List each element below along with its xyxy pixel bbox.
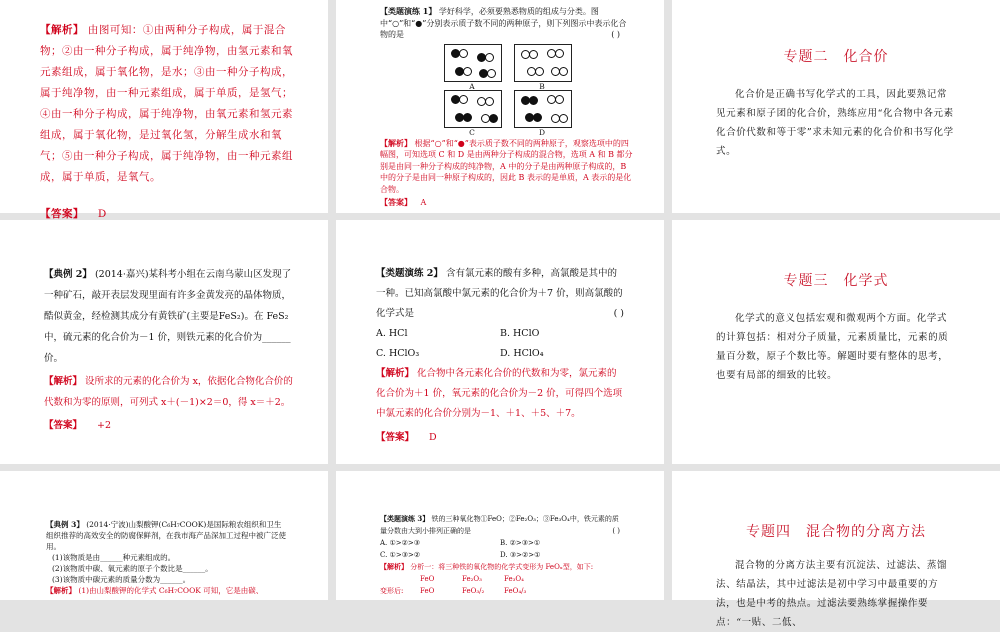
section-title: 专题三 化学式 — [783, 273, 889, 289]
analysis-label: 【解析】 — [44, 376, 83, 387]
analysis-text: 由图可知：①由两种分子构成，属于混合物；②由一种分子构成，属于纯净物，由氢元素和氧元素组成，属于氧化物，是水；③由一种分子构成，属于纯净物，由一种元素组成，属于单质，是氢气；④由一种分子构成，属于纯净物，由氧元素和氢元素组成，属于氧化物，是过氧化氢，分解生成水和氧气；⑤由一种分子构成，属于纯净物，由一种元素组成，属于单质，是氧气。 — [40, 24, 293, 183]
molecule-figures — [444, 44, 634, 136]
figure-d — [514, 90, 572, 128]
answer-value: +2 — [97, 420, 112, 431]
formula: FeS₂ — [218, 311, 241, 322]
options — [376, 324, 624, 364]
option-b[interactable]: B. HClO — [500, 328, 540, 339]
figure-c — [444, 90, 502, 128]
formula-fe2o3-transformed: FeO₃/₂ — [462, 587, 485, 595]
section-body: 化学式的意义包括宏观和微观两个方面。化学式的计算包括：相对分子质量，元素质量比，元素的质量百分数，原子个数比等。解题时要有整体的思考，也要有局部的细致的比较。 — [716, 313, 949, 381]
section-body: 化合价是正确书写化学式的工具，因此要熟记常见元素和原子团的化合价，熟练应用“化合物中各元素化合价代数和等于零”求未知元素的化合价和书写化学式。 — [716, 89, 954, 157]
answer-label: 【答案】 — [380, 197, 412, 207]
formula-fe2o3: Fe₂O₃ — [462, 575, 482, 583]
formula-feo: FeO — [420, 575, 435, 583]
slide-6[interactable] — [672, 220, 1000, 464]
formula-row-1 — [380, 573, 620, 585]
figure-d-label: D — [538, 127, 545, 137]
exercise-label: 【类题演练 1】 — [380, 6, 437, 16]
answer-value: D — [97, 208, 107, 220]
slide-3[interactable] — [672, 0, 1000, 213]
question-text: 含有氯元素的酸有多种，高氯酸是其中的一种。已知高氯酸中氯元素的化合价为＋7 价，则高氯酸的化学式是 — [376, 268, 623, 319]
answer-label: 【答案】 — [40, 208, 84, 220]
transform-label: 变形后: — [380, 587, 404, 595]
answer-value: D — [429, 432, 437, 443]
option-b[interactable]: B. ②>③>① — [500, 539, 541, 547]
figure-c-label: C — [469, 127, 475, 137]
analysis-label: 【解析】 — [46, 586, 76, 595]
answer-label: 【答案】 — [376, 432, 415, 443]
option-a[interactable]: A. ①>②>③ — [380, 539, 421, 547]
question-item-3: (3)该物质中碳元素的质量分数为______。 — [52, 575, 191, 584]
analysis-label: 【解析】 — [380, 137, 412, 148]
analysis-label: 【解析】 — [376, 368, 415, 379]
formula-feo-transformed: FeO — [420, 587, 435, 595]
exercise-label: 【类题演练 2】 — [376, 268, 443, 279]
answer-value: A — [420, 198, 427, 207]
slide-4[interactable] — [0, 220, 328, 464]
section-title: 专题二 化合价 — [783, 49, 889, 65]
options — [380, 537, 620, 561]
figure-b-label: B — [539, 81, 545, 91]
analysis-text: 分析一：将三种铁的氧化物的化学式变形为 FeOₓ型，如下: — [410, 563, 594, 571]
analysis-text: (1)由山梨酸钾的化学式 C₆H₇COOK 可知，它是由碳、 — [78, 586, 264, 595]
slide-1[interactable] — [0, 0, 328, 220]
question-item-2: (2)该物质中碳、氧元素的原子个数比是______。 — [52, 564, 213, 573]
option-d[interactable]: D. ③>②>① — [500, 551, 541, 559]
formula-fe3o4-transformed: FeO₄/₃ — [504, 587, 527, 595]
analysis-label: 【解析】 — [380, 562, 408, 571]
figure-a — [444, 44, 502, 82]
analysis-text: 化合物中各元素化合价的代数和为零，氯元素的化合价为＋1 价，氧元素的化合价为－2 价，可得四个选项中氯元素的化合价分别为－1、＋1、＋5、＋7。 — [376, 368, 623, 419]
answer-label: 【答案】 — [44, 420, 83, 431]
section-body: 混合物的分离方法主要有沉淀法、过滤法、蒸馏法、结晶法，其中过滤法是初中学习中最重要的方法，也是中考的热点。过滤法要熟练掌握操作要点：“一贴、二低、 — [716, 560, 948, 628]
slide-2[interactable] — [336, 0, 664, 213]
formula-fe3o4: Fe₃O₄ — [504, 575, 524, 583]
slide-5[interactable] — [336, 220, 664, 464]
answer-paren: ( ) — [613, 308, 624, 319]
example-label: 【典例 2】 — [44, 269, 92, 280]
slide-8[interactable] — [336, 471, 664, 600]
question-text: 学好科学，必须要熟悉物质的组成与分类。图中“○”和“●”分别表示质子数不同的两种原子，则下列图示中表示化合物的是 — [380, 7, 627, 39]
analysis-text: 根据“○”和“●”表示质子数不同的两种原子，观察选项中的四幅图，可知选项 C 和 D 是由两种分子构成的混合物，选项 A 和 B 都分别是由同一种分子构成的纯净物，A 中的分子是由两种原子构成的，B 中的分子是由同一种原子构成的，因此 B 表示的是单质，A 表示的是化合物。 — [380, 138, 633, 194]
question-text: (2014·宁波)山梨酸钾(C₆H₇COOK)是国际粮农组织和卫生组织推荐的高效安全的防腐保鲜剂，在我市海产品深加工过程中被广泛使用。 — [46, 520, 286, 551]
question-text-b: )。在 FeS₂ 中，硫元素的化合价为－1 价，则铁元素的化合价为______价。 — [44, 311, 291, 364]
question-item-1: (1)该物质是由______种元素组成的。 — [52, 553, 176, 562]
formula-row-2 — [380, 585, 620, 597]
analysis-label: 【解析】 — [40, 24, 84, 36]
question-text-a: (2014·嘉兴)某科考小组在云南乌蒙山区发现了一种矿石，敲开表层发现里面有许多金黄发亮的晶体物质，酷似黄金，经检测其成分有黄铁矿(主要是 — [44, 269, 292, 322]
answer-paren: ( ) — [612, 527, 620, 535]
slide-9[interactable] — [672, 471, 1000, 628]
option-a[interactable]: A. HCl — [376, 328, 408, 339]
section-title: 专题四 混合物的分离方法 — [746, 524, 926, 540]
figure-b — [514, 44, 572, 82]
option-c[interactable]: C. ①>③>② — [380, 551, 421, 559]
example-label: 【典例 3】 — [46, 520, 84, 529]
answer-paren: ( ) — [611, 30, 620, 39]
question-text: 铁的三种氧化物①FeO；②Fe₂O₃；③Fe₃O₄中，铁元素的质量分数由大到小排列正确的是 — [380, 515, 619, 535]
analysis-text: 设所求的元素的化合价为 x，依据化合物化合价的代数和为零的原则，可列式 x＋(－1)×2＝0，得 x＝＋2。 — [44, 376, 293, 408]
option-d[interactable]: D. HClO₄ — [500, 348, 544, 359]
slide-7[interactable] — [0, 471, 328, 600]
figure-a-label: A — [469, 81, 475, 91]
exercise-label: 【类题演练 3】 — [380, 514, 430, 523]
option-c[interactable]: C. HClO₃ — [376, 348, 420, 359]
